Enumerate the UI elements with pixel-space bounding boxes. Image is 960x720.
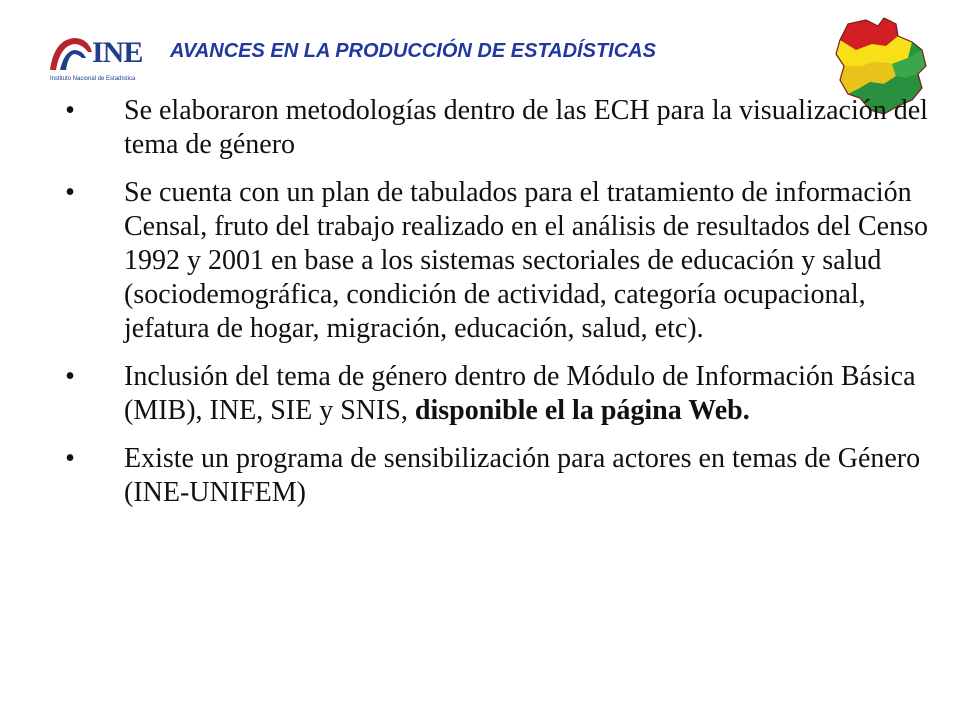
list-item <box>40 176 930 346</box>
bullet-list <box>40 94 930 524</box>
ine-logo <box>48 34 158 84</box>
bullet-text: Existe un programa de sensibilización para actores en temas de Género (INE-UNIFEM) <box>124 443 921 508</box>
bullet-text: Se elaboraron metodologías dentro de las ECH para la visualización del tema de género <box>124 95 928 160</box>
logo-subtitle: Instituto Nacional de Estadística <box>50 76 136 82</box>
ine-logo-icon <box>48 34 94 74</box>
bullet-text: Se cuenta con un plan de tabulados para el tratamiento de información Censal, fruto del trabajo realizado en el análisis de resultados del Censo 1992 y 2001 en base a los sistemas sectoriales de educación y salud (sociodemográfica, condición de actividad, categoría ocupacional, jefatura de hogar, migración, educación, salud, etc). <box>124 177 928 344</box>
list-item <box>40 94 930 162</box>
bullet-marker: • <box>65 361 75 392</box>
list-item <box>40 442 930 510</box>
logo-text: INE <box>92 36 143 69</box>
page-title: AVANCES EN LA PRODUCCIÓN DE ESTADÍSTICAS <box>170 40 656 62</box>
bullet-marker: • <box>65 177 75 208</box>
bullet-text: Inclusión del tema de género dentro de Módulo de Información Básica (MIB), INE, SIE y SNIS, <box>124 361 916 426</box>
list-item <box>40 360 930 428</box>
bullet-marker: • <box>65 95 75 126</box>
bullet-bold-text: disponible el la página Web. <box>414 395 750 426</box>
bullet-marker: • <box>65 443 75 474</box>
